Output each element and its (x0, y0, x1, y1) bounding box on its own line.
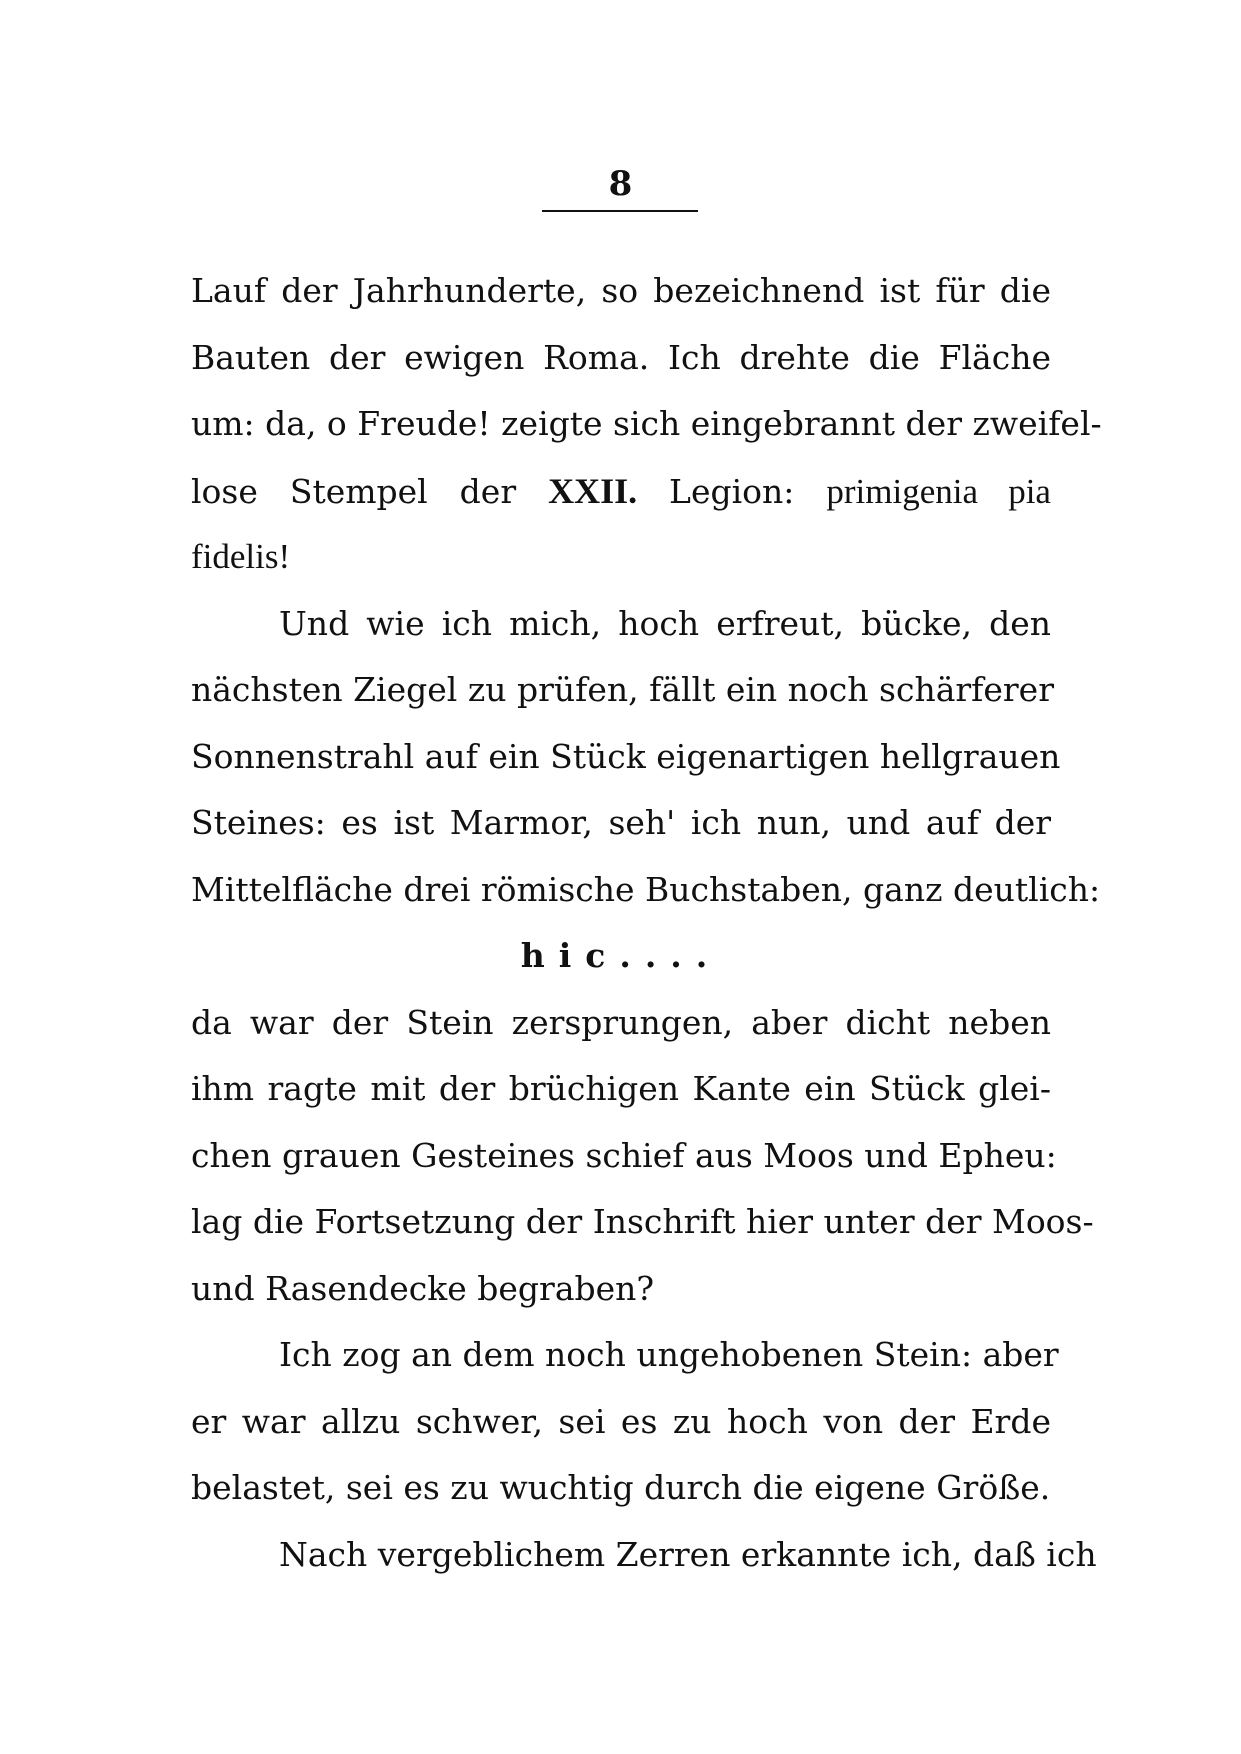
text-line: da war der Stein zersprungen, aber dicht neben (191, 1002, 1051, 1042)
inscription: hic.... (520, 936, 722, 975)
body-text (191, 258, 1102, 1588)
text-line: Sonnenstrahl auf ein Stück eigenartigen hellgrauen (191, 736, 1061, 776)
text-line: Nach vergeblichem Zerren erkannte ich, daß ich (279, 1534, 1097, 1574)
latin-text: primigenia pia (826, 471, 1051, 511)
text-line: er war allzu schwer, sei es zu hoch von der Erde (191, 1401, 1051, 1441)
latin-text: fidelis! (191, 537, 291, 576)
text-line: um: da, o Freude! zeigte sich eingebrannt der zweifel- (191, 404, 1102, 443)
text-line: Ich zog an dem noch ungehobenen Stein: aber (279, 1335, 1059, 1374)
text-line: nächsten Ziegel zu prüfen, fällt ein noch schärferer (191, 670, 1054, 709)
text-line: ihm ragte mit der brüchigen Kante ein Stück glei- (191, 1069, 1051, 1108)
text-line: Mittelfläche drei römische Buchstaben, ganz deutlich: (191, 869, 1101, 909)
text-line: chen grauen Gesteines schief aus Moos und Epheu: (191, 1135, 1057, 1175)
text-segment: Legion: (669, 471, 795, 511)
text-line: lag die Fortsetzung der Inschrift hier unter der Moos- (191, 1202, 1094, 1241)
text-line (191, 458, 1051, 525)
text-segment: lose Stempel der (191, 471, 517, 511)
text-line: Lauf der Jahrhunderte, so bezeichnend ist für die (191, 271, 1051, 310)
text-line: belastet, sei es zu wuchtig durch die eigene Größe. (191, 1468, 1051, 1507)
roman-numeral: XXII. (548, 470, 638, 511)
text-line: Steines: es ist Marmor, seh' ich nun, und auf der (191, 803, 1051, 842)
text-line: Bauten der ewigen Roma. Ich drehte die Fläche (191, 337, 1051, 377)
text-line (191, 524, 1051, 591)
text-line: Und wie ich mich, hoch erfreut, bücke, den (279, 603, 1051, 643)
text-line: und Rasendecke begraben? (191, 1268, 655, 1308)
header-rule (542, 210, 698, 212)
page-number: 8 (608, 164, 633, 204)
